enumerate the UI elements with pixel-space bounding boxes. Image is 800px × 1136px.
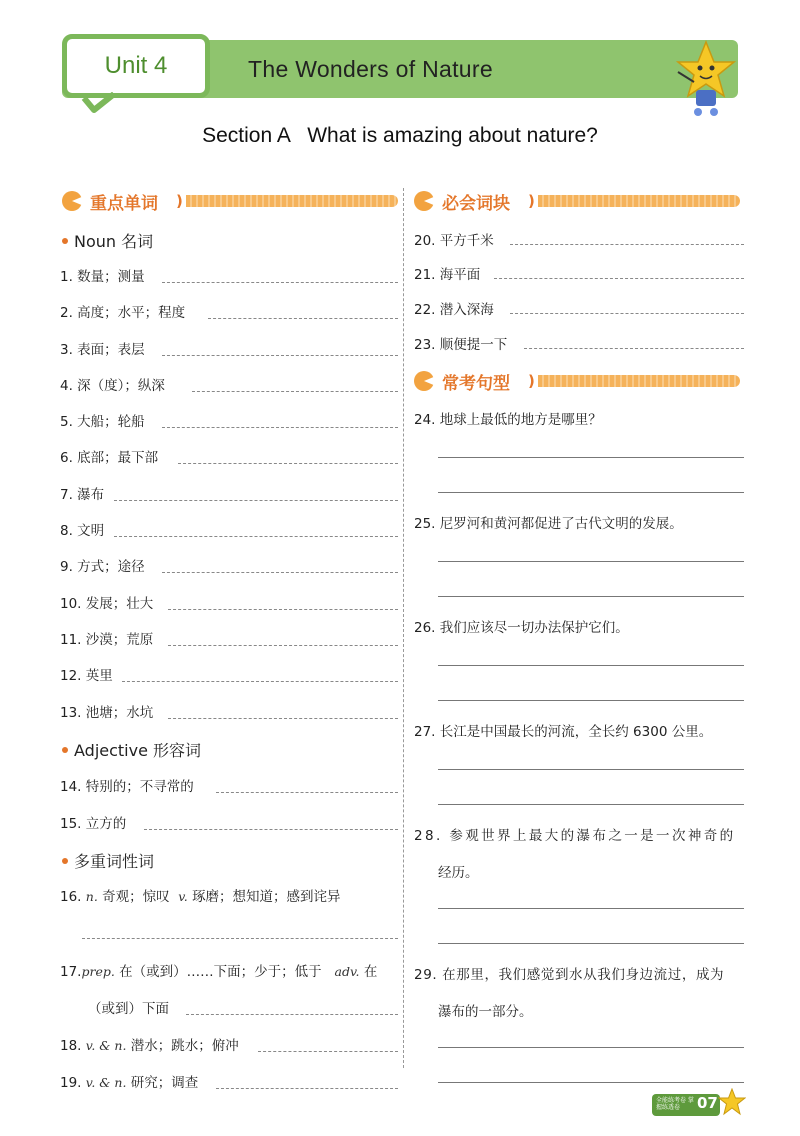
answer-line[interactable]: [510, 244, 744, 245]
column-divider: [403, 188, 404, 1068]
multi-pos-subheader: 多重词性词: [62, 849, 154, 872]
answer-line[interactable]: [168, 645, 398, 646]
answer-line[interactable]: [168, 718, 398, 719]
answer-line[interactable]: [122, 681, 398, 682]
vocab-item-17: 17.prep. 在（或到）……下面；少于；低于 adv. 在: [60, 964, 378, 980]
section-icon: [62, 191, 82, 211]
answer-line[interactable]: [438, 492, 744, 493]
answer-line[interactable]: [438, 700, 744, 701]
vocab-item: 7. 瀑布: [60, 487, 105, 503]
sentence-prompt: 29. 在那里，我们感觉到水从我们身边流过，成为: [414, 967, 725, 983]
answer-line[interactable]: [438, 943, 744, 944]
answer-line[interactable]: [438, 665, 744, 666]
answer-line[interactable]: [438, 1082, 744, 1083]
vocab-item: 8. 文明: [60, 523, 105, 539]
chunk-item: 22. 潜入深海: [414, 302, 494, 318]
vocab-item: 12. 英里: [60, 668, 113, 684]
star-mascot-icon: [672, 40, 736, 118]
answer-line[interactable]: [114, 536, 398, 537]
sentence-prompt-cont: 经历。: [438, 865, 479, 881]
adjective-subheader: Adjective 形容词: [62, 738, 201, 761]
answer-line[interactable]: [162, 572, 398, 573]
answer-line[interactable]: [438, 1047, 744, 1048]
vocab-item: 10. 发展；壮大: [60, 596, 154, 612]
chunk-item: 20. 平方千米: [414, 233, 494, 249]
key-words-header: 重点单词 ): [62, 190, 398, 212]
section-title: Section A What is amazing about nature?: [202, 124, 598, 147]
vocab-item: 15. 立方的: [60, 816, 127, 832]
unit-label: Unit 4: [104, 52, 168, 79]
answer-line[interactable]: [524, 348, 744, 349]
answer-line[interactable]: [178, 463, 398, 464]
vocab-item: 14. 特别的；不寻常的: [60, 779, 194, 795]
answer-line[interactable]: [162, 282, 398, 283]
sentences-header: 常考句型 ): [414, 370, 740, 392]
answer-line[interactable]: [168, 609, 398, 610]
vocab-item: 6. 底部；最下部: [60, 450, 159, 466]
answer-line[interactable]: [114, 500, 398, 501]
answer-line[interactable]: [438, 561, 744, 562]
answer-line[interactable]: [82, 938, 398, 939]
vocab-item: 4. 深（度）；纵深: [60, 378, 165, 394]
chunk-item: 23. 顺便提一下: [414, 337, 508, 353]
footer-badge-text: 全能练考卷 掌握练透卷: [656, 1097, 694, 1111]
vocab-item: 11. 沙漠；荒原: [60, 632, 154, 648]
vocab-item: 1. 数量；测量: [60, 269, 145, 285]
sentence-prompt: 24. 地球上最低的地方是哪里？: [414, 412, 602, 428]
vocab-item: 3. 表面；表层: [60, 342, 145, 358]
answer-line[interactable]: [438, 908, 744, 909]
answer-line[interactable]: [510, 313, 744, 314]
noun-subheader: Noun 名词: [62, 229, 153, 252]
answer-line[interactable]: [162, 355, 398, 356]
star-icon: [718, 1088, 746, 1116]
answer-line[interactable]: [144, 829, 398, 830]
vocab-item: 5. 大船；轮船: [60, 414, 145, 430]
answer-line[interactable]: [438, 457, 744, 458]
answer-line[interactable]: [216, 1088, 398, 1089]
answer-line[interactable]: [438, 804, 744, 805]
vocab-item-16: 16. n. 奇观；惊叹 v. 琢磨；想知道；感到诧异: [60, 889, 341, 905]
section-icon: [414, 191, 434, 211]
sentence-prompt: 27. 长江是中国最长的河流，全长约 6300 公里。: [414, 724, 713, 740]
vocab-item-18: 18. v. & n. 潜水；跳水；俯冲: [60, 1038, 239, 1054]
vocab-item-19: 19. v. & n. 研究；调查: [60, 1075, 199, 1091]
sentence-prompt: 25. 尼罗河和黄河都促进了古代文明的发展。: [414, 516, 683, 532]
answer-line[interactable]: [192, 391, 398, 392]
answer-line[interactable]: [186, 1014, 398, 1015]
unit-title: The Wonders of Nature: [248, 56, 493, 82]
answer-line[interactable]: [494, 278, 744, 279]
vocab-item: 13. 池塘；水坑: [60, 705, 154, 721]
sentence-prompt: 28. 参观世界上最大的瀑布之一是一次神奇的: [414, 828, 736, 844]
answer-line[interactable]: [438, 769, 744, 770]
answer-line[interactable]: [208, 318, 398, 319]
sentence-prompt: 26. 我们应该尽一切办法保护它们。: [414, 620, 629, 636]
page-number: 07: [697, 1094, 718, 1112]
answer-line[interactable]: [216, 792, 398, 793]
sentence-prompt-cont: 瀑布的一部分。: [438, 1004, 533, 1020]
section-icon: [414, 371, 434, 391]
vocab-item-17-cont: （或到）下面: [88, 1001, 169, 1017]
answer-line[interactable]: [438, 596, 744, 597]
chunk-item: 21. 海平面: [414, 267, 481, 283]
answer-line[interactable]: [162, 427, 398, 428]
checkmark-icon: [80, 92, 120, 120]
answer-line[interactable]: [258, 1051, 398, 1052]
vocab-item: 2. 高度；水平；程度: [60, 305, 186, 321]
vocab-item: 9. 方式；途径: [60, 559, 145, 575]
chunks-header: 必会词块 ): [414, 190, 740, 212]
